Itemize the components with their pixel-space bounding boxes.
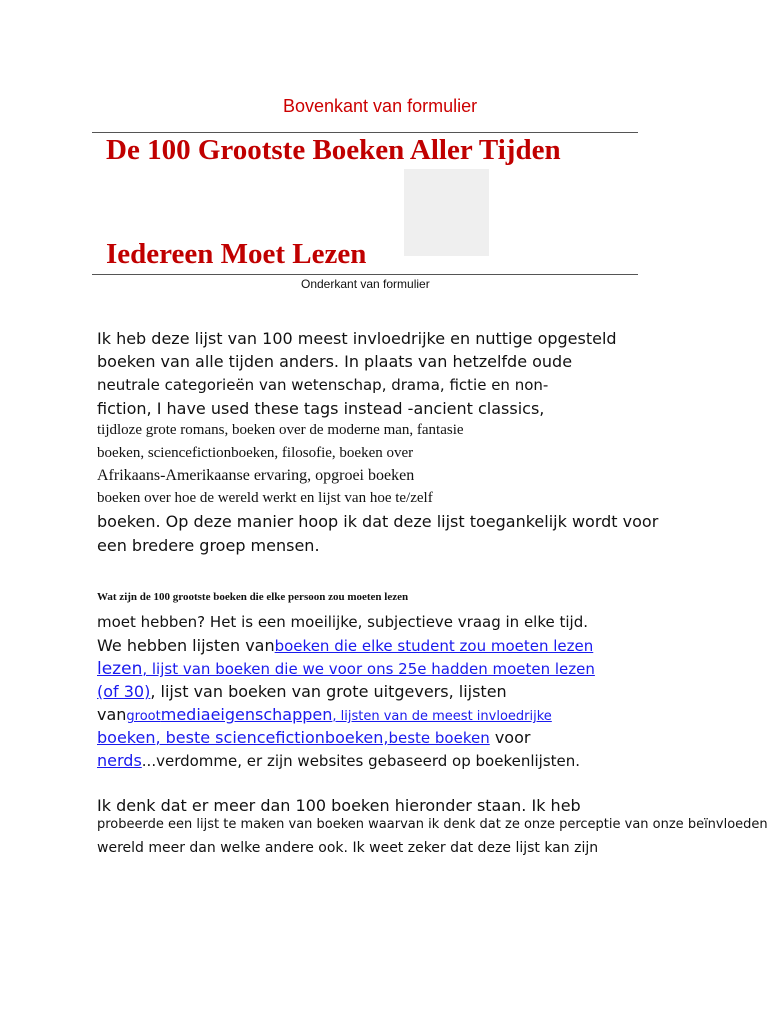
para1-line: boeken, sciencefictionboeken, filosofie, boeken over [97, 445, 414, 461]
para2-line [97, 728, 530, 747]
para2-text: voor [489, 728, 531, 747]
form-top-divider [92, 132, 638, 133]
para1-line: neutrale categorieën van wetenschap, drama, fictie en non- [97, 376, 549, 394]
para1-line: een bredere groep mensen. [97, 536, 320, 555]
link-best-scifi-books[interactable]: , beste sciencefictionboeken, [155, 728, 389, 747]
link-best-books[interactable]: beste boeken [388, 729, 490, 747]
para1-line: tijdloze grote romans, boeken over de moderne man, fantasie [97, 422, 464, 438]
form-top-label: Bovenkant van formulier [283, 96, 478, 116]
link-most-influential-books[interactable]: , lijsten van de meest invloedrijke [332, 709, 552, 724]
para1-line: boeken van alle tijden anders. In plaats van hetzelfde oude [97, 352, 573, 371]
para2-text: , lijst van boeken van grote uitgevers, lijsten [150, 682, 507, 701]
para3-line: probeerde een lijst te maken van boeken waarvan ik denk dat ze onze perceptie van onze beïnvloeden [97, 817, 768, 832]
page-title-line1: De 100 Grootste Boeken Aller Tijden [106, 134, 561, 166]
form-bottom-divider [92, 274, 638, 275]
image-placeholder [404, 169, 489, 256]
link-boeken[interactable]: boeken [97, 728, 156, 747]
link-media-properties[interactable]: mediaeigenschappen [160, 705, 333, 724]
link-nerds[interactable]: nerds [97, 751, 142, 770]
para2-line [97, 751, 580, 770]
para2-line [97, 659, 595, 679]
para2-line [97, 636, 593, 655]
para3-line: Ik denk dat er meer dan 100 boeken hieronder staan. Ik heb [97, 796, 581, 815]
para1-line: fiction, I have used these tags instead -ancient classics, [97, 399, 545, 418]
para2-line [97, 705, 552, 724]
link-books-before-25[interactable]: , lijst van boeken die we voor ons 25e hadden moeten lezen [142, 660, 595, 678]
para1-line: boeken. Op deze manier hoop ik dat deze lijst toegankelijk wordt voor [97, 512, 659, 531]
link-books-every-student[interactable]: boeken die elke student zou moeten lezen [274, 637, 594, 655]
para2-text: We hebben lijsten van [97, 636, 275, 655]
form-bottom-label: Onderkant van formulier [301, 277, 430, 291]
link-of-30[interactable]: (of 30) [97, 682, 151, 701]
para2-line [97, 682, 507, 701]
para2-text: van [97, 705, 127, 724]
para1-line: Ik heb deze lijst van 100 meest invloedrijke en nuttige opgesteld [97, 329, 617, 348]
para2-text: ...verdomme, er zijn websites gebaseerd op boekenlijsten. [141, 752, 581, 770]
para3-line: wereld meer dan welke andere ook. Ik weet zeker dat deze lijst kan zijn [97, 840, 599, 856]
link-groot[interactable]: groot [126, 709, 161, 724]
para1-line: boeken over hoe de wereld werkt en lijst van hoe te/zelf [97, 490, 433, 506]
section-subheading: Wat zijn de 100 grootste boeken die elke persoon zou moeten lezen [97, 591, 409, 603]
para2-line: moet hebben? Het is een moeilijke, subjectieve vraag in elke tijd. [97, 613, 589, 631]
para1-line: Afrikaans-Amerikaanse ervaring, opgroei boeken [97, 467, 415, 484]
link-lezen[interactable]: lezen [97, 659, 143, 679]
page-title-line2: Iedereen Moet Lezen [106, 238, 367, 270]
